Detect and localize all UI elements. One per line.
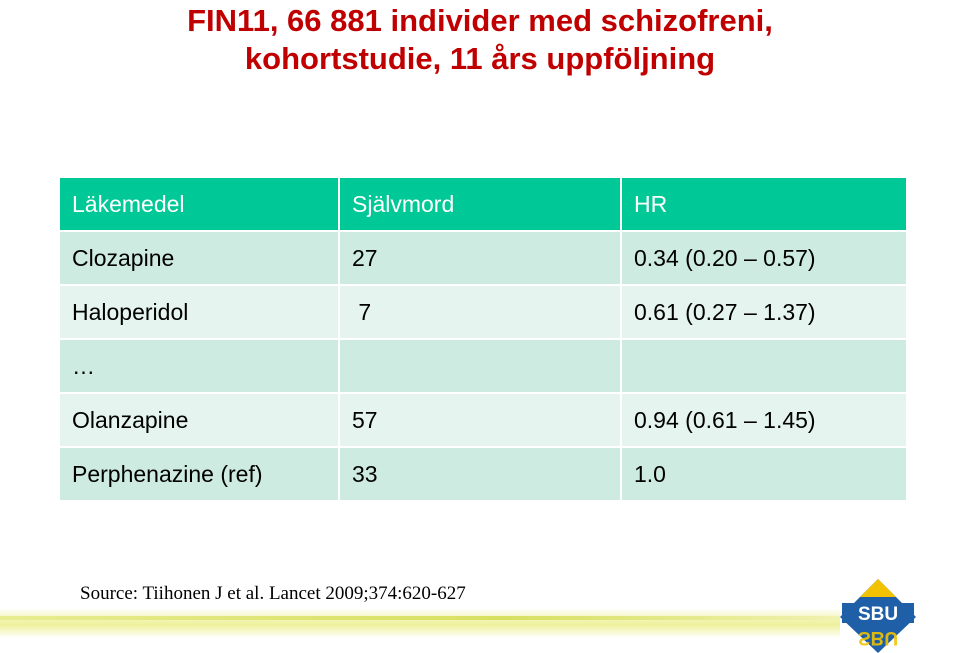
table-header-row xyxy=(60,178,906,232)
sbu-logo xyxy=(838,577,918,653)
cell-hr: 0.94 (0.61 – 1.45) xyxy=(622,394,906,448)
title-line-2: kohortstudie, 11 års uppföljning xyxy=(244,41,716,76)
cell-suicide: 33 xyxy=(340,448,622,502)
header-suicide: Självmord xyxy=(340,178,622,232)
cell-drug: Perphenazine (ref) xyxy=(60,448,340,502)
table-row xyxy=(60,394,906,448)
table-row xyxy=(60,232,906,286)
cell-drug: Clozapine xyxy=(60,232,340,286)
cell-hr: 0.34 (0.20 – 0.57) xyxy=(622,232,906,286)
slide-title xyxy=(0,2,960,78)
cell-suicide: 27 xyxy=(340,232,622,286)
cell-drug: … xyxy=(60,340,340,394)
drug-table xyxy=(60,178,906,502)
title-line-1: FIN11, 66 881 individer med schizofreni, xyxy=(187,3,773,38)
table-row xyxy=(60,448,906,502)
cell-suicide: 7 xyxy=(340,286,622,340)
header-hr: HR xyxy=(622,178,906,232)
table-row xyxy=(60,286,906,340)
cell-drug: Olanzapine xyxy=(60,394,340,448)
cell-hr xyxy=(622,340,906,394)
logo-top-accent xyxy=(860,579,896,597)
table-row xyxy=(60,340,906,394)
footer-band xyxy=(0,608,840,638)
cell-suicide: 57 xyxy=(340,394,622,448)
cell-suicide xyxy=(340,340,622,394)
cell-drug: Haloperidol xyxy=(60,286,340,340)
cell-hr: 1.0 xyxy=(622,448,906,502)
logo-text-reflection: SBU xyxy=(857,627,899,648)
header-drug: Läkemedel xyxy=(60,178,340,232)
cell-hr: 0.61 (0.27 – 1.37) xyxy=(622,286,906,340)
source-citation: Source: Tiihonen J et al. Lancet 2009;374:620-627 xyxy=(80,583,466,604)
footer-band-line xyxy=(0,616,840,620)
logo-text: SBU xyxy=(857,604,899,625)
